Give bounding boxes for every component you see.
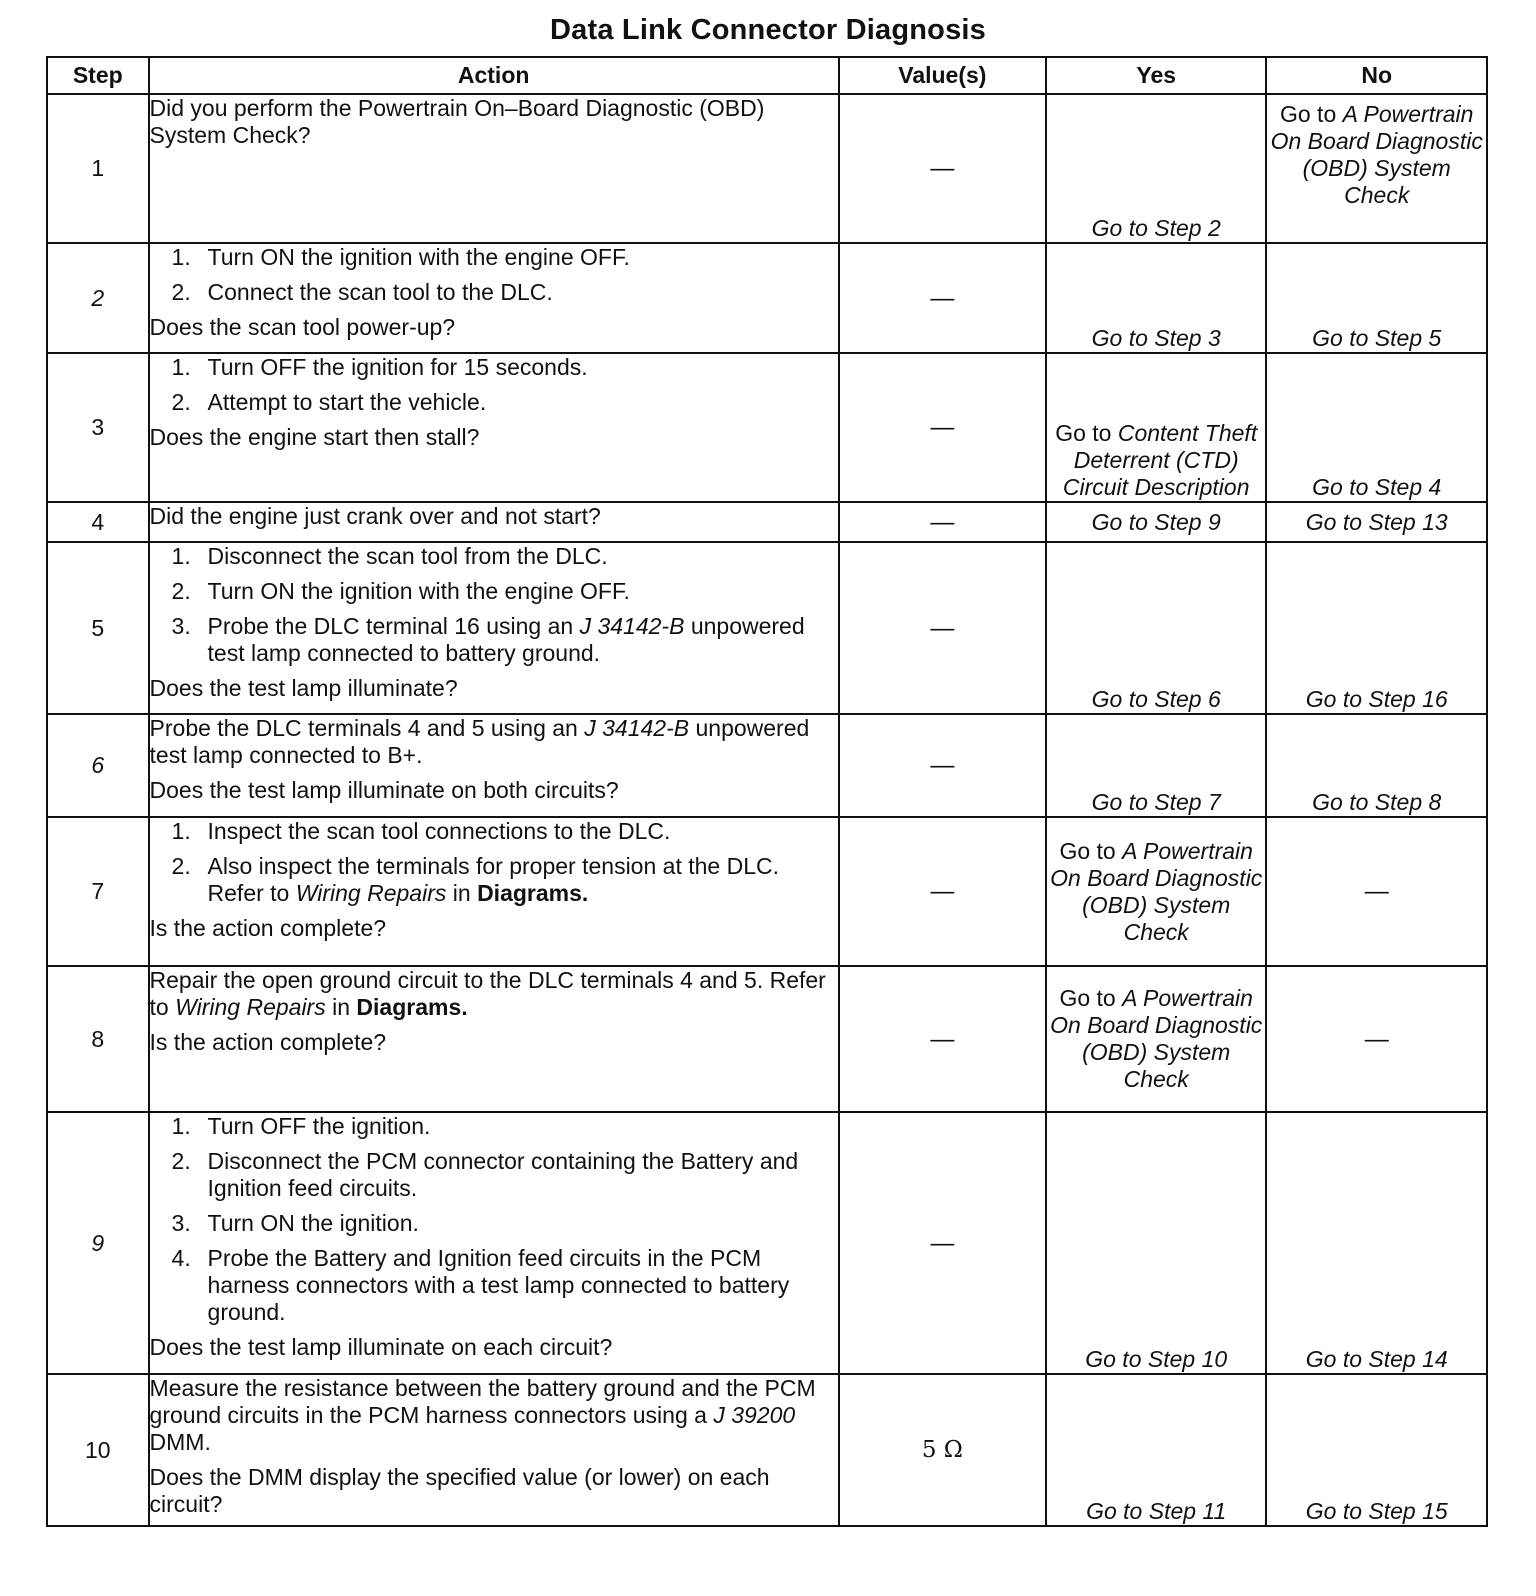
action-item: 1. Disconnect the scan tool from the DLC.: [171, 543, 608, 569]
no-cell: Go to Step 13: [1266, 502, 1487, 542]
yes-cell: Go to Step 6: [1046, 542, 1267, 714]
yes-cell: Go to Step 2: [1046, 94, 1267, 243]
value-cell: —: [839, 817, 1046, 966]
value-cell: 5 Ω: [839, 1374, 1046, 1526]
yes-go-to: Go to: [1059, 985, 1116, 1011]
action-cell: [149, 1112, 839, 1374]
no-cell: —: [1266, 966, 1487, 1112]
reference-section: Diagrams.: [356, 994, 468, 1020]
action-cell: [149, 714, 839, 817]
table-row: [47, 966, 1487, 1112]
step-number: 4: [47, 502, 149, 542]
no-cell: Go to Step 15: [1266, 1374, 1487, 1526]
yes-cell: Go to Step 9: [1046, 502, 1267, 542]
no-cell: Go to Step 16: [1266, 542, 1487, 714]
table-row: [47, 1374, 1487, 1526]
header-values: Value(s): [839, 57, 1046, 94]
yes-link: Content Theft Deterrent (CTD) Circuit Description: [1062, 420, 1258, 500]
table-row: [47, 243, 1487, 353]
page-title: Data Link Connector Diagnosis: [549, 14, 987, 46]
yes-cell: [1046, 353, 1267, 502]
value-cell: —: [839, 542, 1046, 714]
action-cell: [149, 94, 839, 243]
value-cell: —: [839, 243, 1046, 353]
step-number: 6: [47, 714, 149, 817]
value-cell: —: [839, 1112, 1046, 1374]
header-step: Step: [47, 57, 149, 94]
action-cell: [149, 1374, 839, 1526]
action-question: Did the engine just crank over and not start?: [149, 503, 601, 529]
no-cell: [1266, 94, 1487, 243]
table-row: [47, 714, 1487, 817]
no-cell: Go to Step 4: [1266, 353, 1487, 502]
action-item: 2. Attempt to start the vehicle.: [171, 389, 487, 415]
no-cell: Go to Step 8: [1266, 714, 1487, 817]
yes-go-to: Go to: [1055, 420, 1112, 446]
action-item: 2. Turn ON the ignition with the engine OFF.: [171, 578, 630, 604]
header-yes: Yes: [1046, 57, 1267, 94]
action-question: Does the test lamp illuminate on each circuit?: [149, 1334, 613, 1360]
action-item: 3. Probe the DLC terminal 16 using an J 34142-B unpowered test lamp connected to battery ground.: [171, 613, 805, 666]
no-cell: Go to Step 5: [1266, 243, 1487, 353]
action-question: Does the test lamp illuminate on both circuits?: [149, 777, 619, 803]
reference-link: Wiring Repairs: [175, 994, 326, 1020]
yes-link: A Powertrain On Board Diagnostic (OBD) System Check: [1050, 985, 1263, 1092]
step-number: 7: [47, 817, 149, 966]
table-row: [47, 502, 1487, 542]
value-cell: —: [839, 353, 1046, 502]
step-number: 1: [47, 94, 149, 243]
yes-cell: [1046, 817, 1267, 966]
action-cell: [149, 966, 839, 1112]
action-item: 3. Turn ON the ignition.: [171, 1210, 419, 1236]
action-question: Does the scan tool power-up?: [149, 314, 456, 340]
action-item: 1. Turn OFF the ignition for 15 seconds.: [171, 354, 588, 380]
no-cell: Go to Step 14: [1266, 1112, 1487, 1374]
action-cell: [149, 353, 839, 502]
action-item: 1. Turn OFF the ignition.: [171, 1113, 431, 1139]
step-number: 10: [47, 1374, 149, 1526]
step-number: 3: [47, 353, 149, 502]
yes-go-to: Go to: [1059, 837, 1116, 864]
yes-cell: Go to Step 10: [1046, 1112, 1267, 1374]
action-text: Measure the resistance between the battery ground and the PCM ground circuits in the PCM harness connectors using a J 39200 DMM.: [149, 1375, 816, 1455]
value-cell: —: [839, 966, 1046, 1112]
action-question: Does the DMM display the specified value (or lower) on each circuit?: [149, 1464, 770, 1517]
action-question: Does the test lamp illuminate?: [149, 675, 458, 701]
no-link: A Powertrain On Board Diagnostic (OBD) System Check: [1270, 101, 1483, 208]
value-cell: —: [839, 94, 1046, 243]
action-question: Does the engine start then stall?: [149, 424, 480, 450]
yes-cell: [1046, 966, 1267, 1112]
reference-section: Diagrams.: [477, 880, 589, 906]
header-action: Action: [149, 57, 839, 94]
table-row: [47, 817, 1487, 966]
action-text: Repair the open ground circuit to the DLC terminals 4 and 5. Refer to Wiring Repairs in Diagrams.: [149, 967, 826, 1020]
action-cell: [149, 243, 839, 353]
header-row: [47, 57, 1487, 94]
action-cell: [149, 817, 839, 966]
action-item: 1. Turn ON the ignition with the engine OFF.: [171, 244, 630, 270]
step-number: 9: [47, 1112, 149, 1374]
step-number: 5: [47, 542, 149, 714]
action-question: Is the action complete?: [149, 915, 387, 941]
action-item: 1. Inspect the scan tool connections to the DLC.: [171, 818, 671, 844]
tool-number: J 39200: [713, 1402, 796, 1428]
no-go-to: Go to: [1279, 101, 1337, 127]
action-item: 2. Connect the scan tool to the DLC.: [171, 279, 553, 305]
action-question: Is the action complete?: [149, 1029, 387, 1055]
step-number: 8: [47, 966, 149, 1112]
action-cell: [149, 502, 839, 542]
yes-cell: Go to Step 3: [1046, 243, 1267, 353]
action-cell: [149, 542, 839, 714]
diagnosis-table: [46, 56, 1488, 1527]
tool-number: J 34142-B: [584, 715, 690, 741]
table-row: [47, 542, 1487, 714]
tool-number: J 34142-B: [579, 613, 685, 639]
reference-link: Wiring Repairs: [295, 880, 447, 906]
yes-cell: Go to Step 7: [1046, 714, 1267, 817]
table-row: [47, 353, 1487, 502]
action-item: 2. Disconnect the PCM connector containing the Battery and Ignition feed circuits.: [171, 1148, 799, 1201]
action-text: Probe the DLC terminals 4 and 5 using an J 34142-B unpowered test lamp connected to B+.: [149, 715, 810, 768]
no-cell: —: [1266, 817, 1487, 966]
action-item: 4. Probe the Battery and Ignition feed circuits in the PCM harness connectors with a test lamp connected to battery ground.: [171, 1245, 790, 1325]
value-cell: —: [839, 502, 1046, 542]
action-text: Did you perform the Powertrain On–Board Diagnostic (OBD) System Check?: [149, 95, 765, 148]
action-item: 2. Also inspect the terminals for proper tension at the DLC. Refer to Wiring Repairs in Diagrams.: [171, 853, 779, 906]
header-no: No: [1266, 57, 1487, 94]
yes-cell: Go to Step 11: [1046, 1374, 1267, 1526]
table-row: [47, 1112, 1487, 1374]
yes-link: A Powertrain On Board Diagnostic (OBD) System Check: [1050, 837, 1263, 945]
value-cell: —: [839, 714, 1046, 817]
table-row: [47, 94, 1487, 243]
step-number: 2: [47, 243, 149, 353]
